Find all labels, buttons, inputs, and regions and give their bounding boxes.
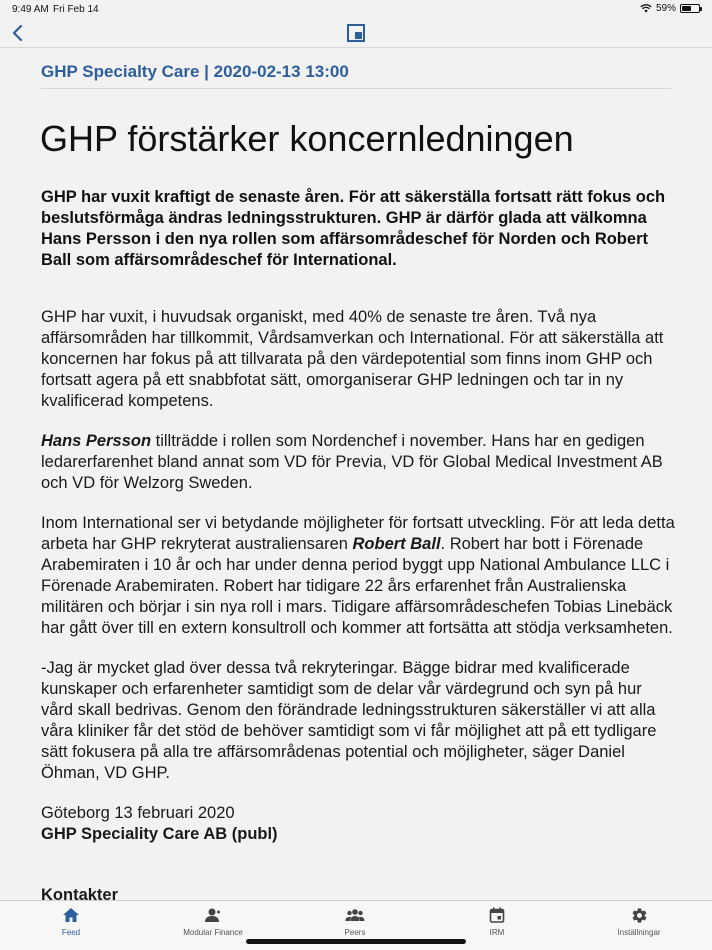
wifi-icon [640, 4, 652, 13]
tab-irm[interactable] [447, 905, 547, 941]
status-date: Fri Feb 14 [53, 4, 99, 15]
battery-percent: 59% [655, 3, 676, 14]
tab-label: Inställningar [617, 928, 661, 937]
article-paragraph [41, 431, 677, 494]
split-view-icon[interactable] [346, 23, 366, 43]
tab-settings[interactable] [589, 905, 689, 941]
article-source: GHP Specialty Care | 2020-02-13 13:00 [41, 62, 349, 81]
article-scroll-view[interactable] [0, 48, 712, 900]
person-badge-icon [203, 907, 223, 923]
tab-label: Peers [344, 928, 366, 937]
tab-label: IRM [489, 928, 505, 937]
tab-peers[interactable] [305, 905, 405, 941]
home-indicator[interactable] [246, 939, 466, 944]
home-icon [62, 907, 80, 923]
article-paragraph [41, 513, 677, 639]
article-paragraph: -Jag är mycket glad över dessa två rekryteringar. Bägge bidrar med kvalificerade kunskaper och erfarenheter samtidigt som de delar vår värdegrund och syn på hur vård skall bedrivas. Genom den förändrade ledningsstrukturen säkerställer vi att alla våra kliniker får det stöd de behöver samtidigt som vi får möjlighet att på ett tydligare sätt fokusera på alla tre affärsområdenas potential och möjligheter, säger Daniel Öhman, VD GHP. [41, 659, 657, 782]
article-paragraph: GHP har vuxit, i huvudsak organiskt, med 40% de senaste tre åren. Två nya affärsområden har tillkommit, Vårdsamverkan och International. För att säkerställa att koncernen har fokus på att tillvarata på den värdepotential som finns inom GHP och fortsatt agera på ett snabbfotat sätt, omorganiserar GHP ledningen och tar in ny kvalificerad kompetens. [41, 308, 664, 410]
chevron-left-icon [11, 24, 23, 42]
tab-label: Feed [61, 928, 81, 937]
tab-label: Modular Finance [183, 928, 243, 937]
status-time: 9:49 AM [12, 4, 49, 15]
calendar-icon [489, 907, 505, 923]
contacts-heading: Kontakter [41, 886, 119, 900]
divider [41, 88, 671, 89]
person-name: Hans Persson [41, 432, 152, 450]
battery-fill [682, 6, 691, 11]
article-title: GHP förstärker koncernledningen [40, 118, 574, 159]
place-date: Göteborg 13 februari 2020 [41, 804, 235, 822]
article-lead: GHP har vuxit kraftigt de senaste åren. För att säkerställa fortsatt rätt fokus och beslutsförmåga ändras ledningsstrukturen. GHP är därför glada att välkomna Hans Persson i den nya rollen som affärsområdeschef för Norden och Robert Ball som affärsområdeschef för International. [41, 188, 666, 269]
gear-icon [631, 907, 648, 924]
tab-modular-finance[interactable] [163, 905, 263, 941]
paragraph-text: tillträdde i rollen som Nordenchef i november. Hans har en gedigen ledarerfarenhet bland annat som VD för Previa, VD för Global Medical Investment AB och VD för Welzorg Sweden. [41, 432, 663, 492]
status-right [640, 3, 700, 14]
person-name: Robert Ball [352, 535, 441, 553]
paragraph-text: . Robert har bott i Förenade Arabemiraten i 10 år och har under denna period byggt upp National Ambulance LLC i Förenade Arabemiraten. Robert har tidigare 22 års erfarenhet från Australienska militären och börjar i sin nya roll i mars. Tidigare affärsområdeschefen Tobias Linebäck har gått över till en extern konsultroll och kommer att fortsätta att stödja verksamheten. [41, 535, 673, 637]
tab-feed[interactable] [21, 905, 121, 941]
paragraph-text: Inom International ser vi betydande möjligheter för fortsatt utveckling. För att leda detta arbeta har GHP rekryterat australiensaren [41, 514, 675, 553]
people-icon [345, 908, 365, 922]
back-button[interactable] [6, 22, 28, 44]
nav-bar [0, 18, 712, 48]
status-bar [0, 0, 712, 18]
battery-icon [680, 4, 700, 13]
company-name: GHP Speciality Care AB (publ) [41, 825, 278, 843]
article-body [41, 187, 677, 900]
